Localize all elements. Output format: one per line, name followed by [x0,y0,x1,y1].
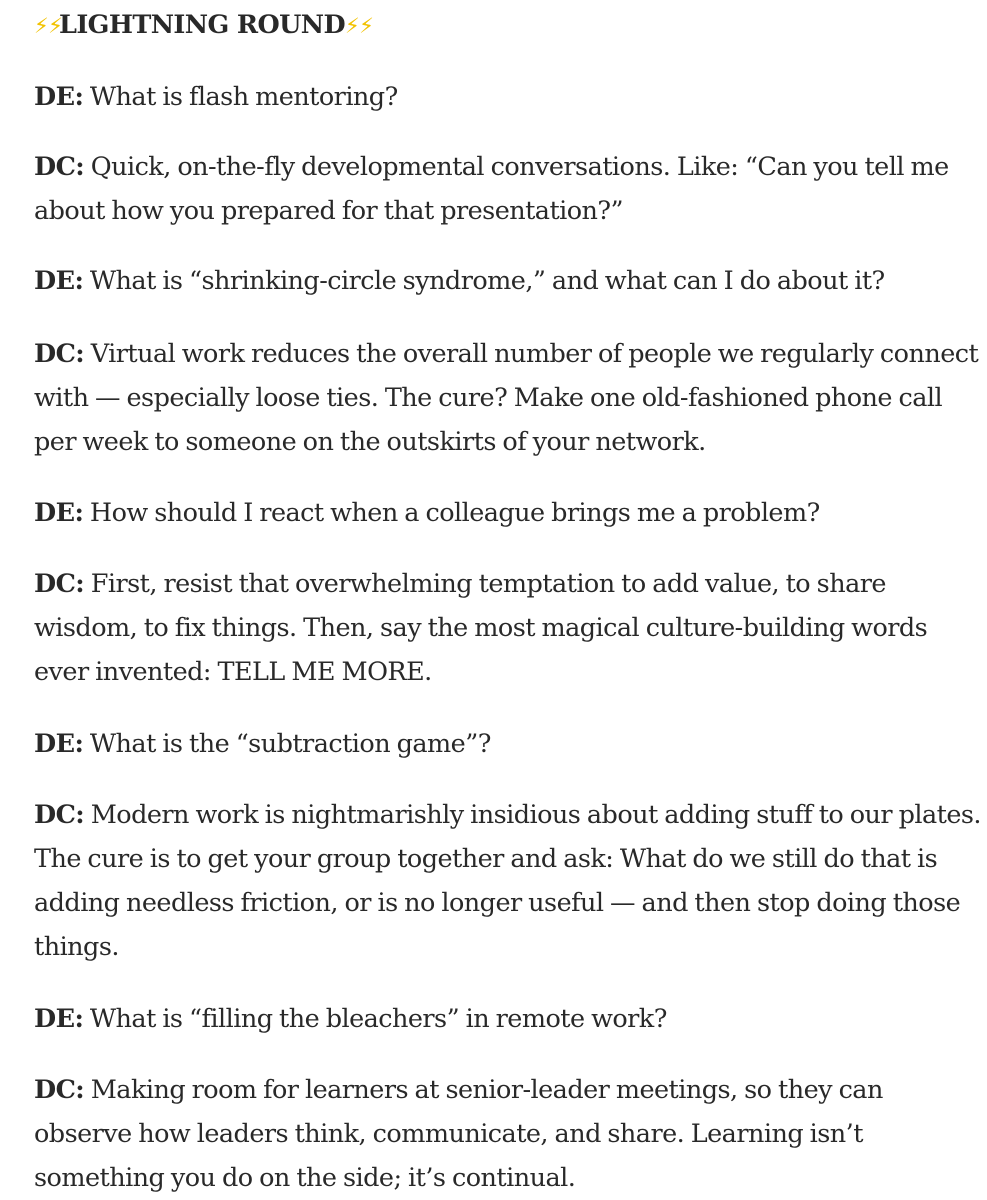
speaker-label: DE: [34,82,84,112]
answer-paragraph [34,1068,987,1200]
answer-paragraph [34,562,987,694]
answer-text: Quick, on-the-fly developmental conversations. Like: “Can you tell me about how you prepared for that presentation?” [34,152,949,226]
question-text: What is the “subtraction game”? [89,729,491,759]
question-paragraph [34,75,398,119]
section-heading [34,0,987,42]
article-body [34,0,987,1193]
lightning-icon-left: ⚡⚡ [34,14,63,38]
answer-text: Modern work is nightmarishly insidious about adding stuff to our plates. The cure is to get your group together and ask: What do we still do that is adding needless friction, or is no longer useful — and then stop doing those things. [34,800,981,962]
question-paragraph [34,997,667,1041]
speaker-label: DE: [34,266,84,296]
answer-text: First, resist that overwhelming temptation to add value, to share wisdom, to fix things. Then, say the most magical culture-building words ever invented: TELL ME MORE. [34,569,928,687]
answer-text: Virtual work reduces the overall number of people we regularly connect with — especially loose ties. The cure? Make one old-fashioned phone call per week to someone on the outskirts of your network. [34,339,979,457]
speaker-label: DE: [34,729,84,759]
speaker-label: DC: [34,800,85,830]
answer-paragraph [34,145,987,233]
answer-text: Making room for learners at senior-leader meetings, so they can observe how leaders think, communicate, and share. Learning isn’t something you do on the side; it’s continual. [34,1075,883,1193]
question-text: What is flash mentoring? [89,82,398,112]
answer-paragraph [34,332,987,464]
lightning-icon-right: ⚡⚡ [344,14,374,38]
question-text: What is “shrinking-circle syndrome,” and what can I do about it? [89,266,885,296]
speaker-label: DE: [34,1004,84,1034]
question-paragraph [34,259,885,303]
question-text: What is “filling the bleachers” in remote work? [89,1004,667,1034]
speaker-label: DC: [34,152,85,182]
question-text: How should I react when a colleague brings me a problem? [89,498,820,528]
answer-paragraph [34,793,987,969]
speaker-label: DC: [34,339,85,369]
heading-title: LIGHTNING ROUND [59,10,345,40]
speaker-label: DC: [34,1075,85,1105]
speaker-label: DC: [34,569,85,599]
speaker-label: DE: [34,498,84,528]
question-paragraph [34,491,820,535]
question-paragraph [34,722,491,766]
